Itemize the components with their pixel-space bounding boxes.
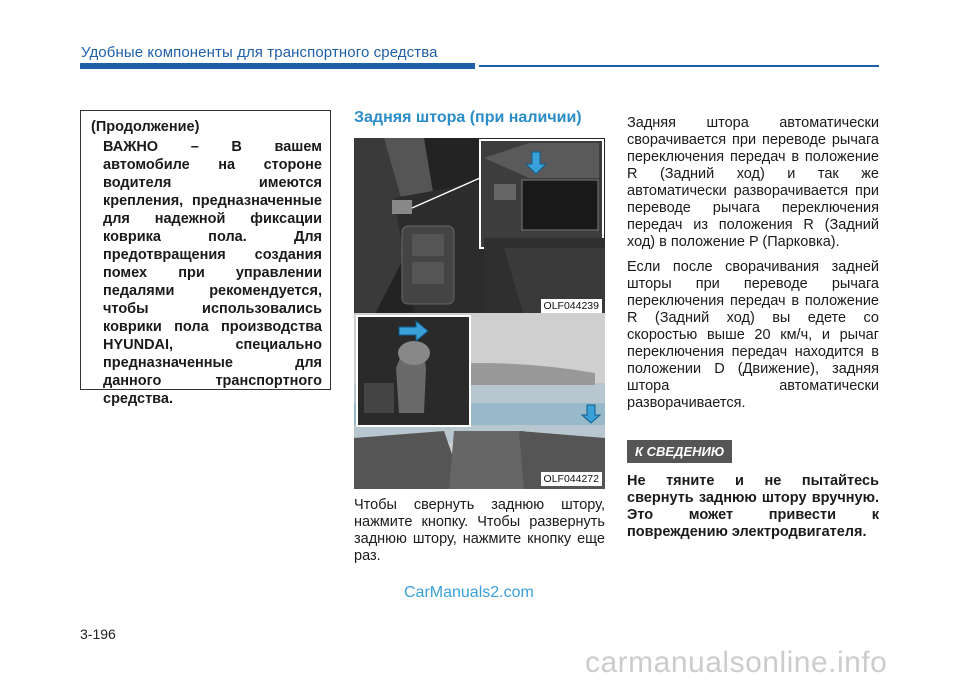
header-rule-thin bbox=[479, 65, 879, 67]
section-title: Задняя штора (при наличии) bbox=[354, 109, 582, 126]
console-button-photo bbox=[354, 138, 605, 316]
page-section-header: Удобные компоненты для транспортного средства bbox=[81, 44, 438, 61]
page-number: 3-196 bbox=[80, 626, 116, 642]
notice-badge: К СВЕДЕНИЮ bbox=[627, 440, 732, 463]
header-rule-thick bbox=[80, 63, 475, 69]
rear-curtain-photo bbox=[354, 313, 605, 489]
note-body-text: ВАЖНО – В вашем автомобиле на стороне водителя имеются крепления, предназначенные для надежной фиксации коврика пола. Для предотвращения создания помех при управлении педалями рекомендуется, чтобы использовались коврики пола производства HYUNDAI, специально предназначенные для данного транспортного средства. bbox=[103, 139, 322, 407]
site-watermark: CarManuals2.com bbox=[404, 584, 534, 601]
image1-code: OLF044239 bbox=[541, 299, 602, 313]
right-column bbox=[627, 115, 879, 549]
curtain-instruction-text: Чтобы свернуть заднюю штору, нажмите кнопку. Чтобы развернуть заднюю штору, нажмите кнопку еще раз. bbox=[354, 497, 605, 564]
auto-retract-paragraph: Задняя штора автоматически сворачивается при переводе рычага переключения передач в положение R (Задний ход) и так же автоматически разворачивается при переводе рычага переключения передач из положения R (Задний ход) в положение P (Парковка). bbox=[627, 115, 879, 250]
rear-seat-illustration bbox=[354, 313, 605, 489]
footer-watermark: carmanualsonline.info bbox=[585, 646, 888, 679]
console-illustration bbox=[354, 138, 605, 316]
image2-code: OLF044272 bbox=[541, 472, 602, 486]
continued-note-box bbox=[80, 110, 331, 407]
auto-deploy-paragraph: Если после сворачивания задней шторы при переводе рычага переключения передач в положение R (Задний ход) вы едете со скоростью выше 20 км/ч, и рычаг переключения передач находится в положении D (Движение), задняя штора автоматически разворачивается. bbox=[627, 259, 879, 411]
notice-warning-text: Не тяните и не пытайтесь свернуть заднюю штору вручную. Это может привести к повреждению электродвигателя. bbox=[627, 473, 879, 540]
note-continued-label: (Продолжение) bbox=[91, 119, 200, 135]
